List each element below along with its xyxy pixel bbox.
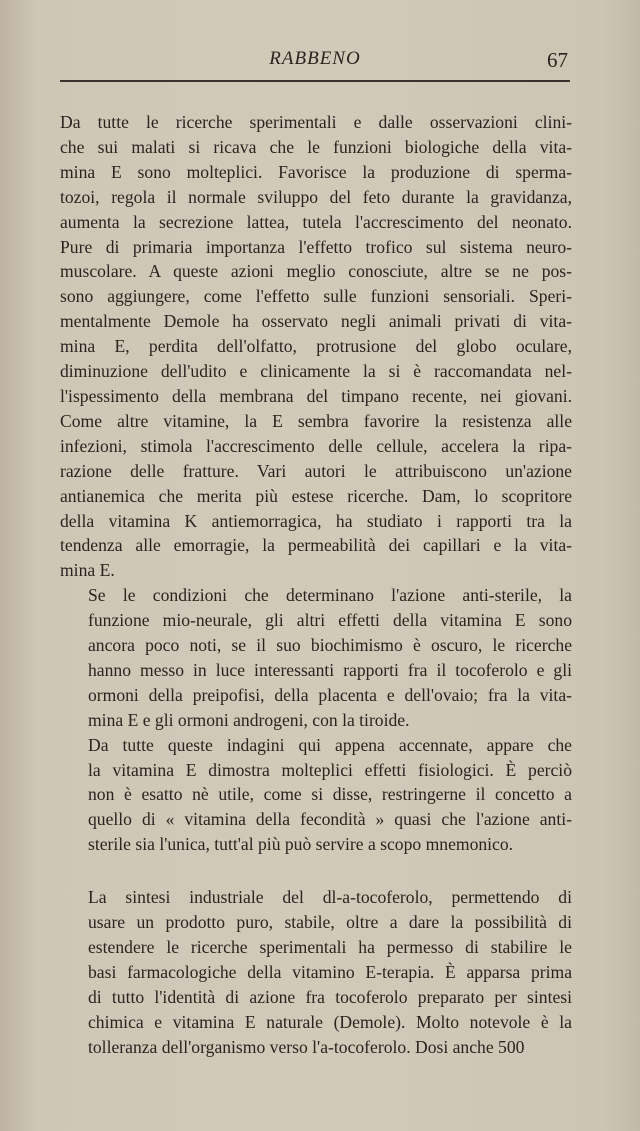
text-line: la vitamina E dimostra molteplici effetti fisiologici. È perciò (88, 759, 572, 780)
paragraph-hormone-relations (60, 583, 572, 732)
paragraph-industrial-synthesis (60, 885, 572, 1059)
text-line: chimica e vitamina E naturale (Demole). Molto notevole è la (88, 1011, 572, 1032)
text-line: Come altre vitamine, la E sembra favorire la resistenza alle (60, 410, 572, 431)
text-line: non è esatto nè utile, come si disse, restringerne il concetto a (88, 784, 572, 805)
text-line: tendenza alle emorragie, la permeabilità dei capillari e la vita- (60, 535, 572, 556)
text-line: ancora poco noti, se il suo biochimismo è oscuro, le ricerche (88, 635, 572, 656)
text-line: razione delle fratture. Vari autori le attribuiscono un'azione (60, 460, 572, 481)
text-line: Da tutte le ricerche sperimentali e dalle osservazioni clini- (60, 112, 572, 132)
text-line: tozoi, regola il normale sviluppo del feto durante la gravidanza, (60, 186, 572, 207)
text-line: estendere le ricerche sperimentali ha permesso di stabilire le (88, 937, 572, 957)
text-line: Se le condizioni che determinano l'azione anti-sterile, la (88, 585, 572, 606)
text-line: hanno messo in luce interessanti rapporti fra il tocoferolo e gli (88, 659, 572, 680)
text-line: mentalmente Demole ha osservato negli animali privati di vita- (60, 311, 572, 332)
text-line: infezioni, stimola l'accrescimento delle cellule, accelera la ripa- (60, 435, 572, 456)
text-line: mina E. (60, 560, 115, 581)
text-line: mina E e gli ormoni androgeni, con la tiroide. (88, 709, 410, 730)
text-line: funzione mio-neurale, gli altri effetti della vitamina E sono (88, 610, 572, 631)
text-line: l'ispessimento della membrana del timpano recente, nei giovani. (60, 385, 572, 406)
text-line: sono aggiungere, come l'effetto sulle funzioni sensoriali. Speri- (60, 286, 572, 307)
text-line: usare un prodotto puro, stabile, oltre a dare la possibilità di (88, 912, 572, 933)
text-line: La sintesi industriale del dl-a-tocoferolo, permettendo di (88, 887, 572, 908)
text-line: mina E sono molteplici. Favorisce la produzione di sperma- (60, 161, 572, 182)
header-rule (60, 80, 570, 82)
paragraph-vitamin-e-functions (60, 110, 572, 583)
text-line: tolleranza dell'organismo verso l'a-tocoferolo. Dosi anche 500 (88, 1036, 525, 1057)
text-line: muscolare. A queste azioni meglio conosciute, altre se ne pos- (60, 261, 572, 282)
text-line: ormoni della preipofisi, della placenta e dell'ovaio; fra la vita- (88, 684, 572, 705)
text-line: quello di « vitamina della fecondità » quasi che l'azione anti- (88, 809, 572, 830)
text-line: antianemica che merita più estese ricerche. Dam, lo scopritore (60, 485, 572, 506)
text-line: diminuzione dell'udito e clinicamente la si è raccomandata nel- (60, 361, 572, 382)
text-line: che sui malati si ricava che le funzioni biologiche della vita- (60, 136, 572, 157)
body-text (60, 110, 572, 1060)
text-line: sterile sia l'unica, tutt'al più può servire a scopo mnemonico. (88, 834, 514, 855)
running-head-title: RABBENO (269, 48, 361, 69)
text-line: Da tutte queste indagini qui appena accennate, appare che (88, 734, 572, 755)
text-line: della vitamina K antiemorragica, ha studiato i rapporti tra la (60, 510, 572, 531)
text-line: mina E, perdita dell'olfatto, protrusione del globo oculare, (60, 336, 572, 357)
text-line: di tutto l'identità di azione fra tocoferolo preparato per sintesi (88, 986, 572, 1007)
text-line: basi farmacologiche della vitamino E-terapia. È apparsa prima (88, 961, 572, 982)
text-line: Pure di primaria importanza l'effetto trofico sul sistema neuro- (60, 236, 572, 257)
page-number: 67 (547, 48, 568, 72)
running-head (60, 48, 570, 76)
text-line: aumenta la secrezione lattea, tutela l'accrescimento del neonato. (60, 211, 572, 232)
paragraph-physiological-effects (60, 733, 572, 858)
